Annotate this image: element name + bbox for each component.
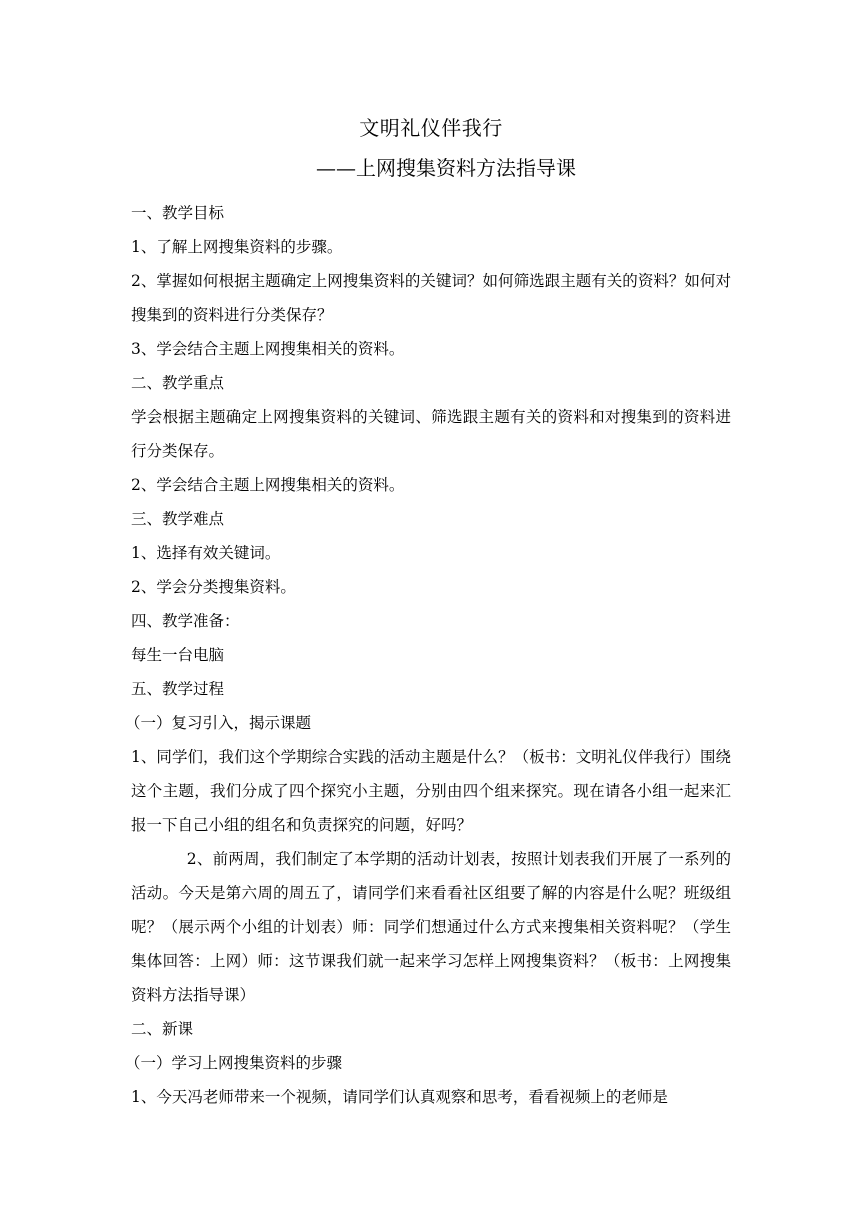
section-heading-process: 五、教学过程 [131, 680, 225, 698]
section-heading-key-points: 二、教学重点 [131, 374, 225, 392]
paragraph: 1、选择有效关键词。 [131, 544, 281, 562]
paragraph: 3、学会结合主题上网搜集相关的资料。 [131, 340, 405, 358]
paragraph: 1、了解上网搜集资料的步骤。 [131, 238, 343, 256]
paragraph: 学会根据主题确定上网搜集资料的关键词、筛选跟主题有关的资料和对搜集到的资料进行分类保存。 [131, 408, 731, 460]
subsection-heading: （一）学习上网搜集资料的步骤 [125, 1054, 343, 1072]
section-heading-difficulties: 三、教学难点 [131, 510, 225, 528]
document-title: 文明礼仪伴我行 [359, 116, 503, 140]
paragraph: 1、今天冯老师带来一个视频，请同学们认真观察和思考，看看视频上的老师是 [131, 1088, 668, 1106]
paragraph: 2、学会分类搜集资料。 [131, 578, 296, 596]
section-heading-preparation: 四、教学准备： [131, 612, 240, 630]
paragraph: 2、掌握如何根据主题确定上网搜集资料的关键词？如何筛选跟主题有关的资料？如何对搜集到的资料进行分类保存？ [131, 272, 731, 324]
paragraph: 2、前两周，我们制定了本学期的活动计划表，按照计划表我们开展了一系列的活动。今天是第六周的周五了，请同学们来看看社区组要了解的内容是什么呢？班级组呢？（展示两个小组的计划表）师：同学们想通过什么方式来搜集相关资料呢？（学生集体回答：上网）师：这节课我们就一起来学习怎样上网搜集资料？（板书：上网搜集资料方法指导课） [131, 850, 731, 1004]
subsection-heading: （一）复习引入，揭示课题 [125, 714, 312, 732]
document-subtitle: ——上网搜集资料方法指导课 [316, 156, 576, 180]
paragraph: 2、学会结合主题上网搜集相关的资料。 [131, 476, 405, 494]
section-heading-new-lesson: 二、新课 [131, 1020, 194, 1038]
paragraph: 1、同学们，我们这个学期综合实践的活动主题是什么？（板书：文明礼仪伴我行）围绕这个主题，我们分成了四个探究小主题，分别由四个组来探究。现在请各小组一起来汇报一下自己小组的组名和负责探究的问题，好吗？ [131, 748, 731, 834]
document-body [125, 112, 731, 1114]
section-heading-objectives: 一、教学目标 [131, 204, 225, 222]
paragraph: 每生一台电脑 [131, 646, 225, 664]
